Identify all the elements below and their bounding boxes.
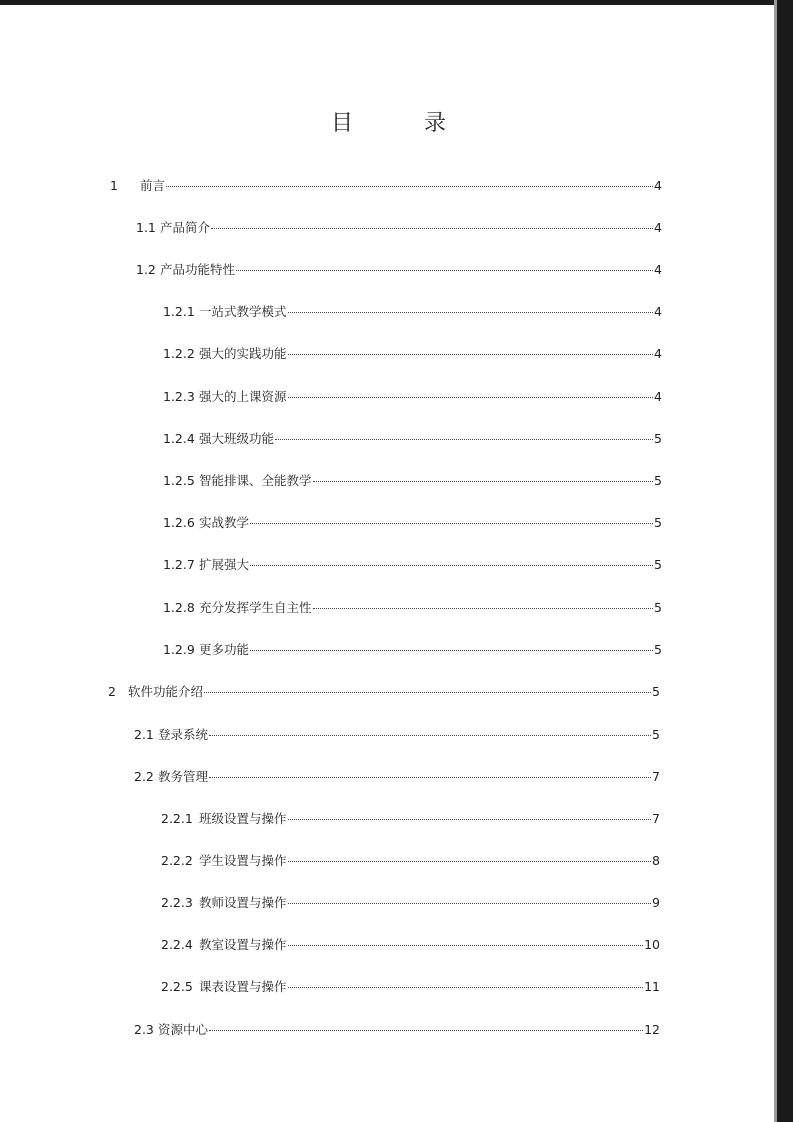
toc-dot-leader	[288, 987, 644, 988]
toc-entry-page: 4	[654, 262, 662, 277]
toc-entry[interactable]	[136, 261, 662, 279]
toc-entry-title: 学生设置与操作	[199, 853, 287, 868]
toc-entry-page: 5	[654, 557, 662, 572]
toc-entry[interactable]	[134, 1021, 660, 1039]
toc-entry-number: 1.2	[136, 262, 156, 277]
toc-entry[interactable]	[163, 556, 662, 574]
toc-entry-title: 前言	[140, 178, 166, 193]
toc-entry-title: 一站式教学模式	[199, 304, 287, 319]
toc-entry-number: 1.2.3	[163, 389, 195, 404]
toc-entry[interactable]	[161, 810, 660, 828]
toc-entry[interactable]	[161, 894, 660, 912]
toc-entry[interactable]	[163, 303, 662, 321]
toc-entry-title: 强大班级功能	[199, 431, 275, 446]
toc-entry-title: 强大的实践功能	[199, 346, 287, 361]
toc-dot-leader	[211, 228, 653, 229]
toc-entry-page: 5	[654, 600, 662, 615]
toc-entry[interactable]	[108, 683, 660, 701]
toc-dot-leader	[288, 945, 644, 946]
toc-entry-number: 2.2.2	[161, 853, 193, 868]
toc-entry-title: 课表设置与操作	[199, 979, 287, 994]
toc-entry-title: 充分发挥学生自主性	[199, 600, 312, 615]
toc-entry-number: 2	[108, 684, 116, 699]
toc-entry[interactable]	[161, 936, 660, 954]
toc-dot-leader	[209, 1030, 643, 1031]
toc-entry-title: 扩展强大	[199, 557, 250, 572]
toc-entry-number: 2.2.3	[161, 895, 193, 910]
toc-entry[interactable]	[163, 430, 662, 448]
toc-dot-leader	[236, 270, 653, 271]
toc-dot-leader	[288, 861, 652, 862]
toc-dot-leader	[288, 312, 654, 313]
toc-entry-title: 班级设置与操作	[199, 811, 287, 826]
toc-entry-title: 软件功能介绍	[128, 684, 204, 699]
toc-dot-leader	[250, 650, 653, 651]
toc-entry-page: 7	[652, 769, 660, 784]
toc-entry-number: 1.2.9	[163, 642, 195, 657]
toc-entry-number: 2.1	[134, 727, 154, 742]
toc-entry[interactable]	[134, 768, 660, 786]
toc-dot-leader	[209, 777, 651, 778]
toc-dot-leader	[313, 481, 654, 482]
toc-entry-page: 9	[652, 895, 660, 910]
toc-entry-title: 教师设置与操作	[199, 895, 287, 910]
toc-entry-page: 10	[644, 937, 660, 952]
toc-dot-leader	[250, 523, 653, 524]
toc-dot-leader	[288, 354, 654, 355]
toc-entry-page: 4	[654, 304, 662, 319]
toc-entry-title: 实战教学	[199, 515, 250, 530]
toc-entry[interactable]	[163, 641, 662, 659]
toc-entry-title: 教务管理	[158, 769, 209, 784]
toc-entry-page: 5	[654, 515, 662, 530]
toc-entry-title: 智能排课、全能教学	[199, 473, 312, 488]
toc-entry-number: 2.2.5	[161, 979, 193, 994]
toc-entry[interactable]	[163, 599, 662, 617]
toc-entry[interactable]	[136, 219, 662, 237]
toc-entry-page: 5	[654, 473, 662, 488]
toc-entry[interactable]	[163, 345, 662, 363]
scan-top-edge	[0, 0, 793, 5]
toc-dot-leader	[209, 735, 651, 736]
toc-entry-title: 登录系统	[158, 727, 209, 742]
toc-dot-leader	[166, 186, 653, 187]
toc-entry-page: 4	[654, 178, 662, 193]
toc-entry[interactable]	[163, 472, 662, 490]
toc-entry-number: 1.2.1	[163, 304, 195, 319]
toc-entry-page: 5	[654, 431, 662, 446]
toc-entry-page: 4	[654, 389, 662, 404]
toc-entry-title: 产品简介	[160, 220, 211, 235]
toc-dot-leader	[288, 819, 652, 820]
scan-right-edge	[777, 0, 793, 1122]
toc-entry-number: 1.2.5	[163, 473, 195, 488]
toc-entry-page: 8	[652, 853, 660, 868]
toc-entry[interactable]	[161, 852, 660, 870]
toc-entry-title: 更多功能	[199, 642, 250, 657]
page-title: 目 录	[331, 111, 478, 136]
toc-entry[interactable]	[163, 388, 662, 406]
toc-entry-page: 5	[652, 684, 660, 699]
toc-entry-title: 教室设置与操作	[199, 937, 287, 952]
toc-entry-title: 资源中心	[158, 1022, 209, 1037]
toc-entry-number: 2.2	[134, 769, 154, 784]
toc-entry-title: 强大的上课资源	[199, 389, 287, 404]
toc-dot-leader	[250, 565, 653, 566]
toc-entry-number: 1.2.2	[163, 346, 195, 361]
toc-dot-leader	[288, 397, 654, 398]
toc-entry[interactable]	[110, 177, 662, 195]
toc-entry[interactable]	[163, 514, 662, 532]
toc-entry[interactable]	[161, 978, 660, 996]
toc-dot-leader	[275, 439, 653, 440]
toc-dot-leader	[204, 692, 651, 693]
toc-entry-title: 产品功能特性	[160, 262, 236, 277]
toc-entry-number: 1.2.6	[163, 515, 195, 530]
toc-entry-number: 2.3	[134, 1022, 154, 1037]
toc-entry-number: 1.2.7	[163, 557, 195, 572]
toc-entry-number: 2.2.4	[161, 937, 193, 952]
toc-dot-leader	[288, 903, 652, 904]
toc-entry-number: 1.2.8	[163, 600, 195, 615]
toc-entry-page: 12	[644, 1022, 660, 1037]
toc-entry-page: 4	[654, 220, 662, 235]
toc-entry-page: 7	[652, 811, 660, 826]
toc-entry-page: 11	[644, 979, 660, 994]
toc-entry-page: 5	[652, 727, 660, 742]
toc-entry-number: 1.2.4	[163, 431, 195, 446]
toc-dot-leader	[313, 608, 654, 609]
toc-entry-number: 2.2.1	[161, 811, 193, 826]
toc-entry-page: 4	[654, 346, 662, 361]
toc-entry-number: 1.1	[136, 220, 156, 235]
toc-entry-page: 5	[654, 642, 662, 657]
toc-entry-number: 1	[110, 178, 118, 193]
toc-entry[interactable]	[134, 726, 660, 744]
